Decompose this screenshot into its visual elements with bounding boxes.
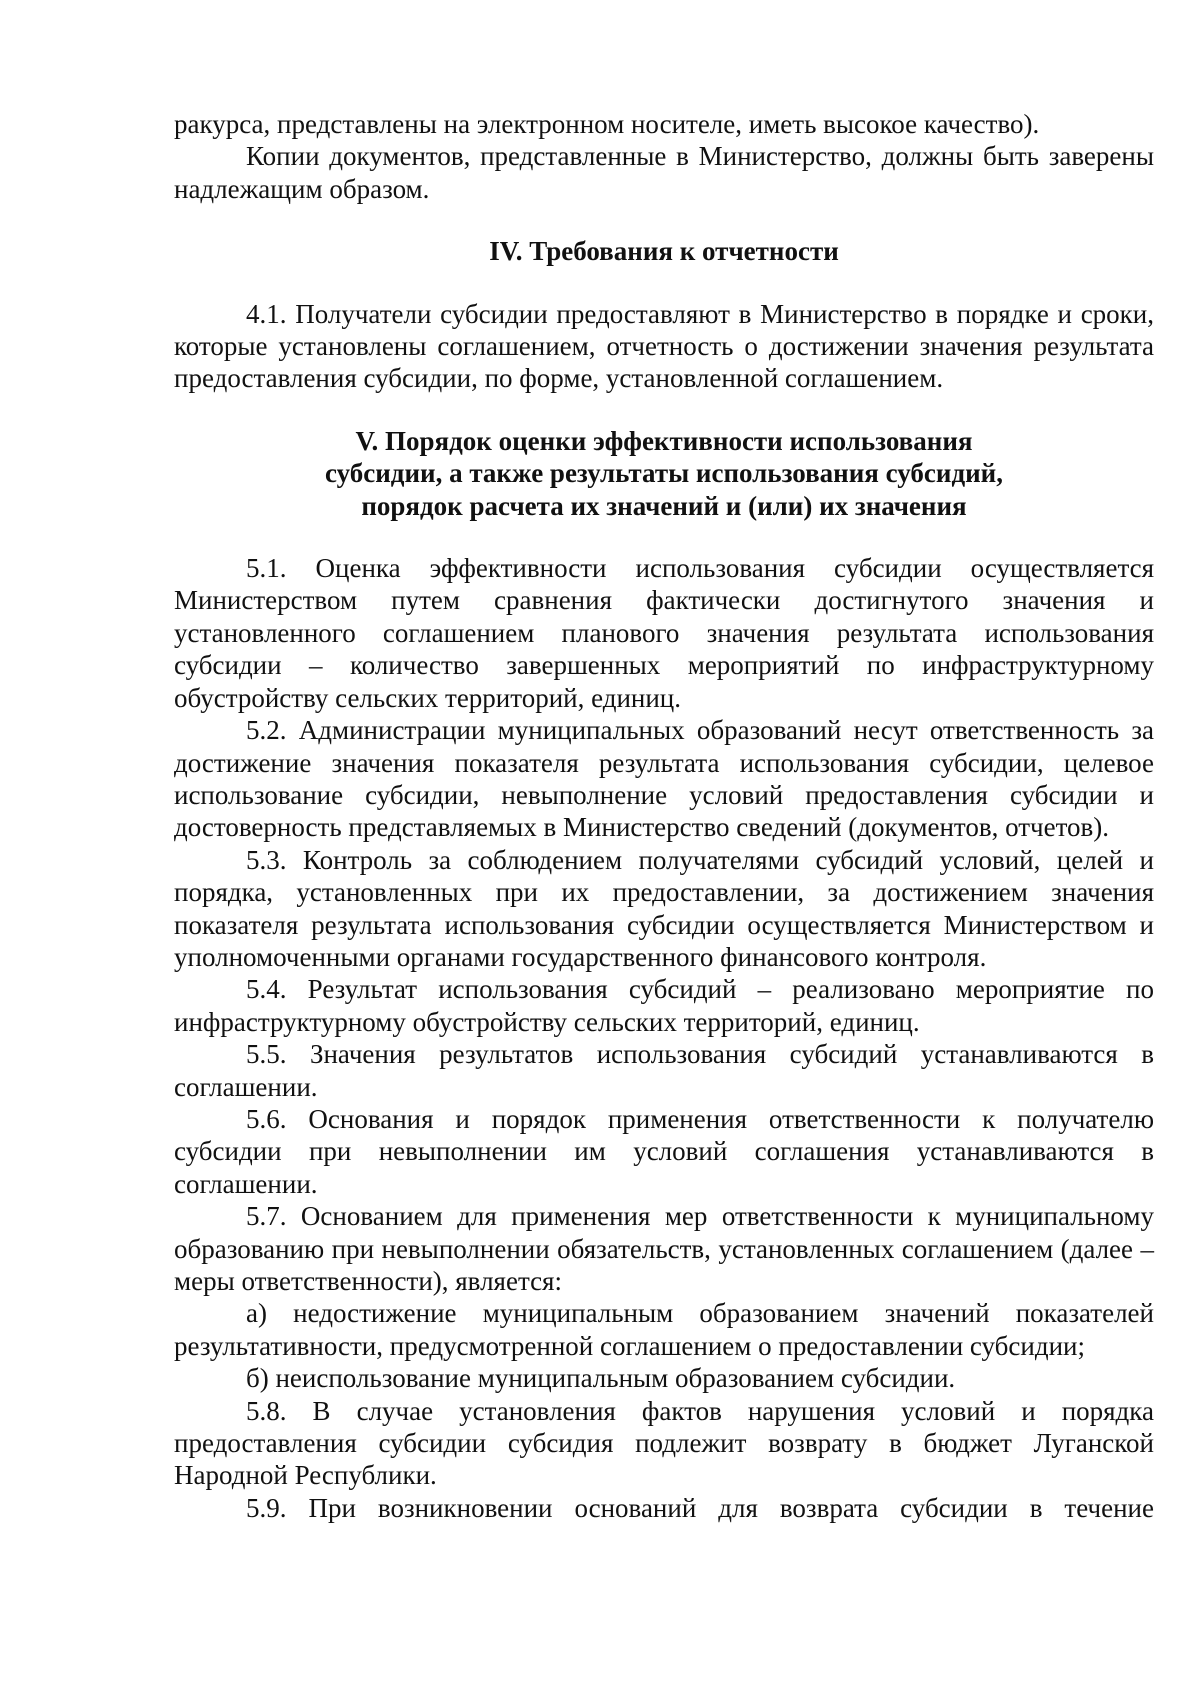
paragraph-5-1: 5.1. Оценка эффективности использования субсидии осуществляется Министерством путем сравнения фактически достигнутого значения и установленного соглашением планового значения результата использования субсидии – количество завершенных мероприятий по инфраструктурному обустройству сельских территорий, единиц. <box>174 553 1154 713</box>
section-5-heading-line-3: порядок расчета их значений и (или) их значения <box>361 490 967 521</box>
section-5-heading <box>174 425 1154 522</box>
section-4-heading: IV. Требования к отчетности <box>489 236 839 267</box>
paragraph-5-6: 5.6. Основания и порядок применения ответственности к получателю субсидии при невыполнении им условий соглашения устанавливаются в соглашении. <box>174 1103 1154 1199</box>
paragraph-5-3: 5.3. Контроль за соблюдением получателями субсидий условий, целей и порядка, установленных при их предоставлении, за достижением значения показателя результата использования субсидии осуществляется Министерством и уполномоченными органами государственного финансового контроля. <box>174 844 1154 972</box>
paragraph-5-2: 5.2. Администрации муниципальных образований несут ответственность за достижение значения показателя результата использования субсидии, целевое использование субсидии, невыполнение условий предоставления субсидии и достоверность представляемых в Министерство сведений (документов, отчетов). <box>174 715 1154 843</box>
paragraph-5-7-b: б) неиспользование муниципальным образованием субсидии. <box>246 1363 956 1394</box>
section-5-heading-line-2: субсидии, а также результаты использования субсидий, <box>324 458 1003 489</box>
paragraph-5-4: 5.4. Результат использования субсидий – реализовано мероприятие по инфраструктурному обустройству сельских территорий, единиц. <box>174 974 1154 1037</box>
paragraph-4-1: 4.1. Получатели субсидии предоставляют в Министерство в порядке и сроки, которые установлены соглашением, отчетность о достижении значения результата предоставления субсидии, по форме, установленной соглашением. <box>174 298 1154 394</box>
paragraph-5-7-a: а) недостижение муниципальным образованием значений показателей результативности, предусмотренной соглашением о предоставлении субсидии; <box>174 1298 1154 1361</box>
paragraph-5-7: 5.7. Основанием для применения мер ответственности к муниципальному образованию при невыполнении обязательств, установленных соглашением (далее – меры ответственности), является: <box>174 1201 1154 1296</box>
paragraph-5-8: 5.8. В случае установления фактов нарушения условий и порядка предоставления субсидии субсидия подлежит возврату в бюджет Луганской Народной Республики. <box>174 1395 1154 1491</box>
document-page <box>174 108 1154 1524</box>
paragraph-5-9: 5.9. При возникновении оснований для возврата субсидии в течение <box>246 1492 1154 1523</box>
intro-paragraph-continuation: ракурса, представлены на электронном носителе, иметь высокое качество). <box>174 109 1040 139</box>
paragraph-5-5: 5.5. Значения результатов использования субсидий устанавливаются в соглашении. <box>174 1039 1154 1102</box>
intro-paragraph-copies: Копии документов, представленные в Министерство, должны быть заверены надлежащим образом. <box>174 141 1154 204</box>
section-5-heading-line-1: V. Порядок оценки эффективности использования <box>355 425 973 456</box>
